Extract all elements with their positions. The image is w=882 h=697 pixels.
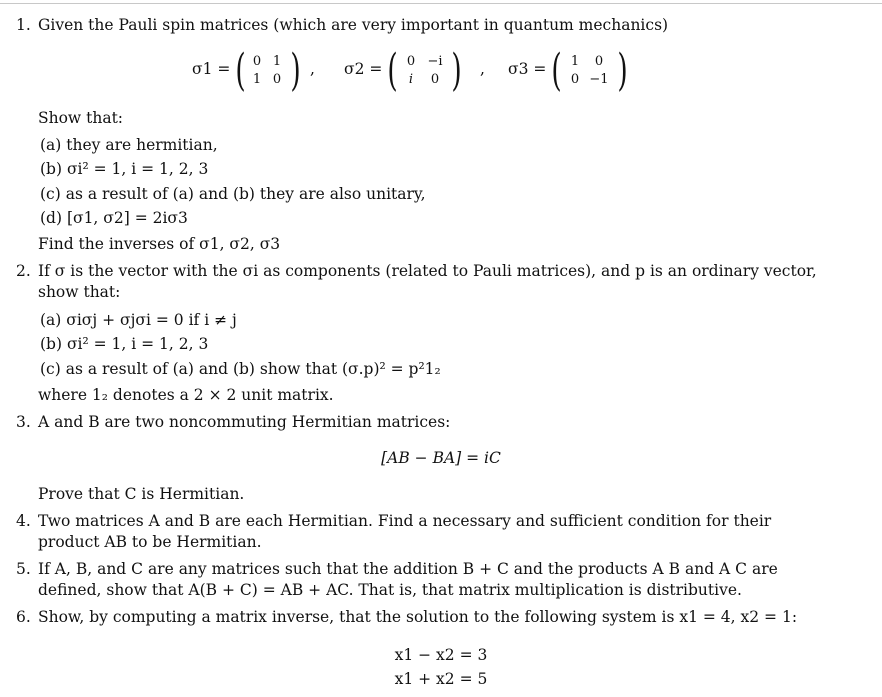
problem-1-number: 1. bbox=[16, 16, 31, 34]
problem-4-text-line-1: Two matrices A and B are each Hermitian. Find a necessary and sufficient condition for their bbox=[38, 512, 772, 530]
problem-5-text-line-1: If A, B, and C are any matrices such that the addition B + C and the products A B and A C are bbox=[38, 560, 778, 578]
matrix-cell: i bbox=[408, 72, 414, 87]
unit-matrix-note: where 1₂ denotes a 2 × 2 unit matrix. bbox=[38, 386, 334, 404]
matrix-label: σ1 = bbox=[192, 60, 231, 78]
problem-3-number: 3. bbox=[16, 413, 31, 431]
problem-2-part-b: (b) σi² = 1, i = 1, 2, 3 bbox=[40, 335, 209, 353]
matrix-sigma-2 bbox=[344, 46, 494, 96]
matrix-label: σ3 = bbox=[508, 60, 547, 78]
problem-2-number: 2. bbox=[16, 262, 31, 280]
matrix-sigma-1 bbox=[192, 46, 332, 96]
commutator-equation: [AB − BA] = iC bbox=[381, 449, 501, 467]
matrix-cell: 0 bbox=[430, 72, 440, 87]
system-equation-1: x1 − x2 = 3 bbox=[394, 646, 488, 664]
left-paren: ( bbox=[235, 45, 246, 96]
problem-5-text-line-2: defined, show that A(B + C) = AB + AC. That is, that matrix multiplication is distributive. bbox=[38, 581, 742, 599]
matrix-cell: 0 bbox=[570, 72, 580, 87]
problem-5-number: 5. bbox=[16, 560, 31, 578]
left-paren: ( bbox=[387, 45, 398, 96]
problem-1-part-a: (a) they are hermitian, bbox=[40, 136, 218, 154]
matrix-cell: 1 bbox=[252, 72, 262, 87]
problem-2-part-a: (a) σiσj + σjσi = 0 if i ≠ j bbox=[40, 311, 237, 329]
problem-3-text: A and B are two noncommuting Hermitian matrices: bbox=[38, 413, 451, 431]
problem-2-text-line-1: If σ is the vector with the σi as components (related to Pauli matrices), and p is an ordinary vector, bbox=[38, 262, 817, 280]
problem-1-intro: Given the Pauli spin matrices (which are very important in quantum mechanics) bbox=[38, 16, 669, 34]
problem-6-number: 6. bbox=[16, 608, 31, 626]
matrix-cell: 0 bbox=[406, 54, 416, 69]
problem-6-text: Show, by computing a matrix inverse, that the solution to the following system is x1 = 4, x2 = 1: bbox=[38, 608, 798, 626]
left-paren: ( bbox=[551, 45, 562, 96]
matrix-cell: 0 bbox=[272, 72, 282, 87]
matrix-cell: 1 bbox=[570, 54, 580, 69]
find-inverses-line: Find the inverses of σ1, σ2, σ3 bbox=[38, 235, 281, 253]
problem-1-part-c: (c) as a result of (a) and (b) they are also unitary, bbox=[40, 185, 426, 203]
right-paren: ) bbox=[451, 45, 462, 96]
right-paren: ) bbox=[617, 45, 628, 96]
problem-1-part-d: (d) [σ1, σ2] = 2iσ3 bbox=[40, 209, 188, 227]
problem-1-part-b: (b) σi² = 1, i = 1, 2, 3 bbox=[40, 160, 209, 178]
matrix-cell: −i bbox=[427, 54, 443, 69]
problem-3-prove: Prove that C is Hermitian. bbox=[38, 485, 245, 503]
problem-4-text-line-2: product AB to be Hermitian. bbox=[38, 533, 262, 551]
matrix-label: σ2 = bbox=[344, 60, 383, 78]
matrix-separator: , bbox=[480, 60, 485, 78]
problem-4-number: 4. bbox=[16, 512, 31, 530]
matrix-cell: 0 bbox=[252, 54, 262, 69]
matrix-cell: −1 bbox=[589, 72, 609, 87]
matrix-cell: 0 bbox=[594, 54, 604, 69]
right-paren: ) bbox=[290, 45, 301, 96]
show-that-heading: Show that: bbox=[38, 109, 124, 127]
system-equation-2: x1 + x2 = 5 bbox=[394, 670, 488, 688]
problem-2-part-c: (c) as a result of (a) and (b) show that (σ.p)² = p²1₂ bbox=[40, 360, 441, 378]
matrix-cell: 1 bbox=[272, 54, 282, 69]
matrix-sigma-3 bbox=[508, 46, 648, 96]
matrix-separator: , bbox=[310, 60, 315, 78]
problem-2-text-line-2: show that: bbox=[38, 283, 121, 301]
